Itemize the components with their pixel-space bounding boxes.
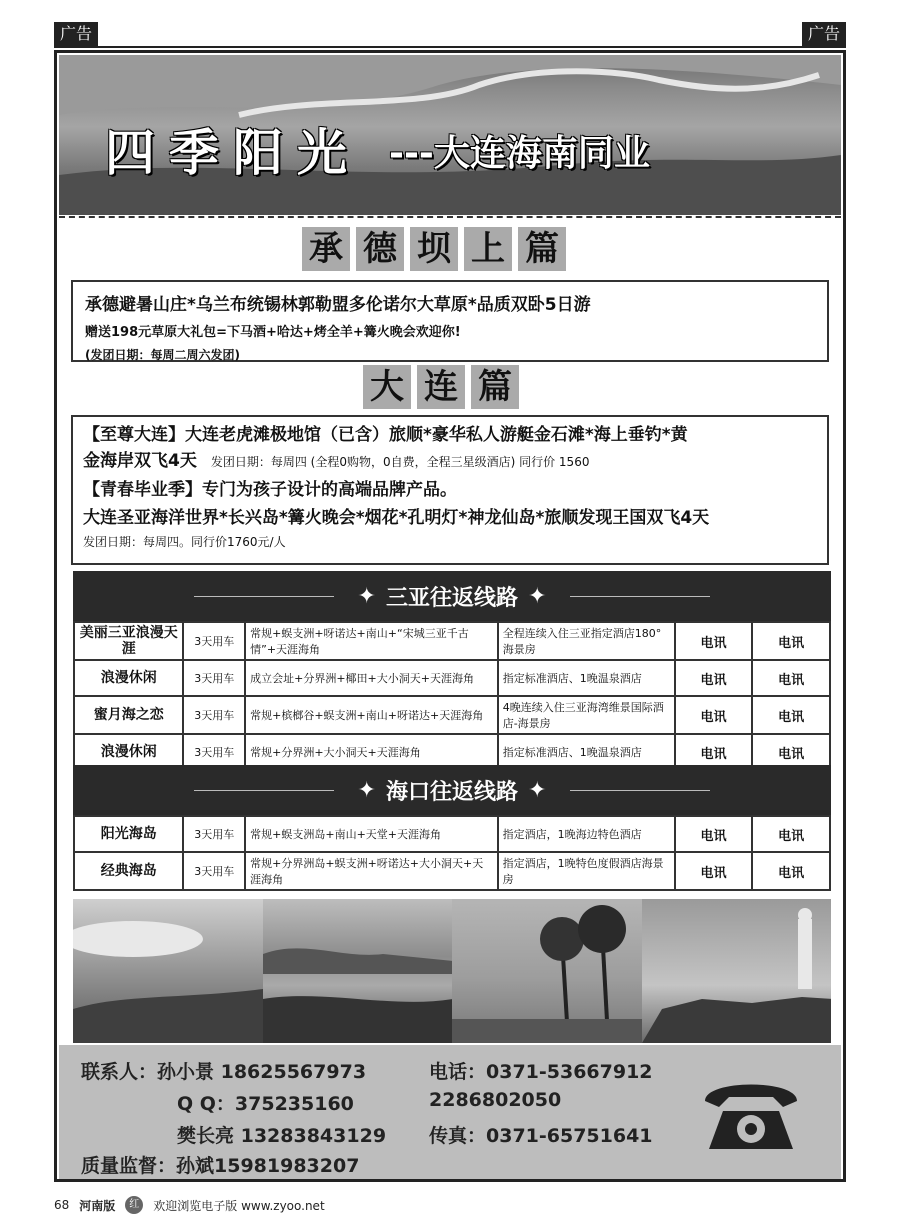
route-itinerary: 常规+槟榔谷+蜈支洲+南山+呀诺达+天涯海角 (245, 696, 498, 734)
route-price: 电讯 (752, 852, 830, 890)
heading-char: 篇 (471, 365, 519, 409)
route-price: 电讯 (675, 696, 753, 734)
dalian-route-2: 大连圣亚海洋世界*长兴岛*篝火晚会*烟花*孔明灯*神龙仙岛*旅顺发现王国双飞4天 (83, 508, 710, 528)
photo-coast (73, 899, 263, 1043)
dalian-route-1-cont: 金海岸双飞4天 发团日期：每周四 (全程0购物，0自费，全程三星级酒店) 同行价 1560 (83, 451, 590, 471)
photo-strip (73, 899, 831, 1043)
route-days: 3天用车 (183, 696, 245, 734)
banner-title: 四季阳光 (105, 123, 361, 182)
sanya-title: 三亚往返线路 (385, 585, 518, 611)
route-itinerary: 常规+蜈支洲+呀诺达+南山+“宋城三亚千古情”+天涯海角 (245, 622, 498, 660)
route-days: 3天用车 (183, 660, 245, 696)
ad-tag-right: 广告 (802, 22, 846, 46)
chengde-route: 承德避暑山庄*乌兰布统锡林郭勒盟多伦诺尔大草原*品质双卧5日游 (85, 295, 591, 315)
route-days: 3天用车 (183, 734, 245, 770)
route-price: 电讯 (752, 622, 830, 660)
contact-fax: 传真：0371-65751641 (429, 1125, 653, 1147)
contact-person-1: 联系人：孙小景 18625567973 (81, 1061, 367, 1083)
photo-guanyin-statue (642, 899, 832, 1043)
telephone-icon (699, 1071, 803, 1155)
contact-panel (59, 1045, 841, 1179)
dalian-heading (363, 365, 519, 409)
table-row (74, 816, 830, 852)
sanya-table (73, 621, 831, 771)
top-rule (54, 46, 846, 48)
contact-qq: Q Q：375235160 (177, 1093, 354, 1115)
header-line (194, 790, 334, 791)
route-name: 浪漫休闲 (74, 734, 183, 770)
haikou-title: 海口往返线路 (385, 779, 518, 805)
table-row (74, 660, 830, 696)
contact-qq-2: 2286802050 (429, 1089, 562, 1111)
badge-icon: 红 (125, 1196, 143, 1214)
ad-tag-left: 广告 (54, 22, 98, 46)
heading-char: 连 (417, 365, 465, 409)
route-days: 3天用车 (183, 622, 245, 660)
page-number: 68 (54, 1198, 70, 1212)
route-itinerary: 成立会址+分界洲+椰田+大小洞天+天涯海角 (245, 660, 498, 696)
chengde-dates: (发团日期：每周二周六发团) (85, 348, 240, 362)
route-days: 3天用车 (183, 816, 245, 852)
chengde-box (71, 280, 829, 362)
route-price: 电讯 (752, 696, 830, 734)
route-price: 电讯 (752, 734, 830, 770)
dalian-box (71, 415, 829, 565)
heading-char: 篇 (518, 227, 566, 271)
star-icon: ✦ (528, 777, 547, 803)
route-itinerary: 常规+分界洲岛+蜈支洲+呀诺达+大小洞天+天涯海角 (245, 852, 498, 890)
route-price: 电讯 (675, 852, 753, 890)
header-line (194, 596, 334, 597)
chengde-heading (302, 227, 566, 271)
route-itinerary: 常规+分界洲+大小洞天+天涯海角 (245, 734, 498, 770)
table-row (74, 852, 830, 890)
route-price: 电讯 (675, 734, 753, 770)
route-hotel: 指定酒店，1晚海边特色酒店 (498, 816, 675, 852)
edition-label: 河南版 (79, 1198, 116, 1213)
route-itinerary: 常规+蜈支洲岛+南山+天堂+天涯海角 (245, 816, 498, 852)
haikou-table (73, 815, 831, 891)
dalian-route-2-note: 发团日期：每周四。同行价1760元/人 (83, 535, 286, 549)
heading-char: 大 (363, 365, 411, 409)
table-row (74, 622, 830, 660)
route-hotel: 指定酒店，1晚特色度假酒店海景房 (498, 852, 675, 890)
photo-bay (263, 899, 453, 1043)
route-name: 蜜月海之恋 (74, 696, 183, 734)
page-footer (54, 1196, 325, 1214)
route-hotel: 指定标准酒店、1晚温泉酒店 (498, 660, 675, 696)
route-hotel: 全程连续入住三亚指定酒店180° 海景房 (498, 622, 675, 660)
route-hotel: 指定标准酒店、1晚温泉酒店 (498, 734, 675, 770)
route-days: 3天用车 (183, 852, 245, 890)
heading-char: 德 (356, 227, 404, 271)
footer-slogan[interactable]: 欢迎浏览电子版 www.zyoo.net (153, 1198, 325, 1213)
dalian-route-2-title: 【青春毕业季】专门为孩子设计的高端品牌产品。 (83, 480, 457, 500)
route-name: 浪漫休闲 (74, 660, 183, 696)
dalian-route-1: 【至尊大连】大连老虎滩极地馆（已含）旅顺*豪华私人游艇金石滩*海上垂钓*黄 (83, 425, 688, 445)
sanya-routes-header (73, 571, 831, 621)
route-price: 电讯 (752, 660, 830, 696)
star-icon: ✦ (528, 583, 547, 609)
route-hotel: 4晚连续入住三亚海湾维景国际酒店-海景房 (498, 696, 675, 734)
route-price: 电讯 (752, 816, 830, 852)
heading-char: 承 (302, 227, 350, 271)
haikou-routes-header (73, 765, 831, 815)
quality-supervision: 质量监督：孙斌15981983207 (81, 1155, 360, 1177)
star-icon: ✦ (357, 777, 376, 803)
banner-subtitle: ---大连海南同业 (389, 133, 650, 174)
route-price: 电讯 (675, 622, 753, 660)
route-price: 电讯 (675, 816, 753, 852)
heading-char: 坝 (410, 227, 458, 271)
dalian-route-1-note: 发团日期：每周四 (全程0购物，0自费，全程三星级酒店) 同行价 1560 (210, 455, 590, 469)
contact-person-2: 樊长亮 13283843129 (177, 1125, 387, 1147)
header-line (570, 790, 710, 791)
contact-phone: 电话：0371-53667912 (429, 1061, 653, 1083)
dashed-divider (59, 216, 841, 218)
chengde-gift: 赠送198元草原大礼包=下马酒+哈达+烤全羊+篝火晚会欢迎你! (85, 325, 461, 340)
banner (59, 55, 841, 215)
route-price: 电讯 (675, 660, 753, 696)
route-name: 美丽三亚浪漫天涯 (74, 622, 183, 660)
ad-frame (54, 50, 846, 1182)
star-icon: ✦ (357, 583, 376, 609)
photo-palms (452, 899, 642, 1043)
route-name: 阳光海岛 (74, 816, 183, 852)
header-line (570, 596, 710, 597)
heading-char: 上 (464, 227, 512, 271)
route-name: 经典海岛 (74, 852, 183, 890)
table-row (74, 696, 830, 734)
